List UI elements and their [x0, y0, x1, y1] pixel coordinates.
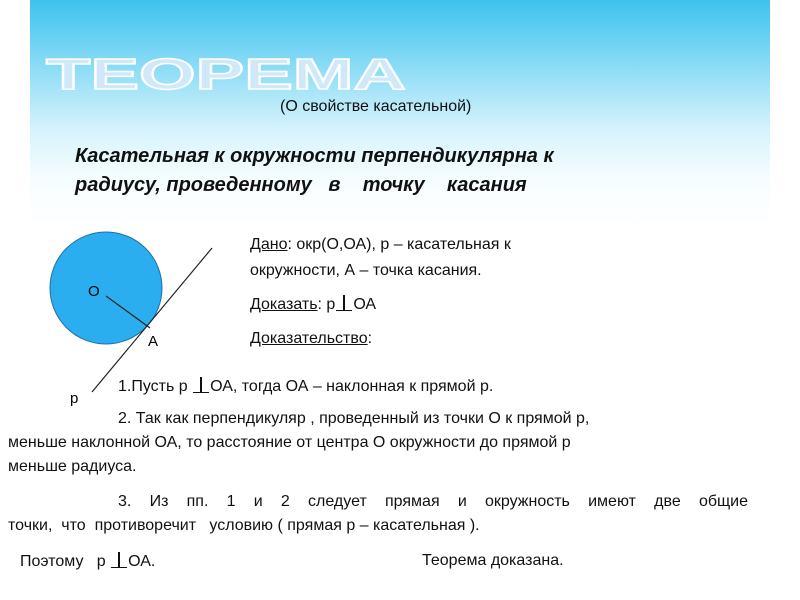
- conclusion-text-a: Поэтому р: [20, 553, 111, 570]
- proof-colon: :: [367, 330, 373, 347]
- step1-text-b: ОА, тогда ОА – наклонная к прямой р.: [210, 378, 494, 395]
- proof-step-1: [118, 377, 493, 396]
- step3-line-1: 3. Из пп. 1 и 2 следует прямая и окружность имеют две общие: [118, 493, 748, 510]
- proof-step-2: [8, 407, 748, 479]
- given-block: [250, 232, 511, 352]
- label-o: О: [88, 283, 100, 300]
- statement-line-1: Касательная к окружности перпендикулярна к: [75, 145, 554, 167]
- conclusion-text-b: ОА.: [128, 553, 156, 570]
- proof-label: Доказательство: [250, 330, 368, 347]
- label-a: А: [148, 333, 159, 350]
- theorem-statement: [75, 142, 554, 200]
- step3-line-2: точки, что противоречит условию ( прямая р – касательная ).: [8, 517, 480, 534]
- given-label: Дано: [250, 236, 288, 253]
- perpendicular-icon: [336, 295, 352, 311]
- prove-tail: ОА: [353, 296, 377, 313]
- prove-line: [250, 292, 511, 318]
- svg-text:ТЕОРЕМА: ТЕОРЕМА: [46, 50, 406, 99]
- statement-line-2: радиусу, проведенному в точку касания: [75, 174, 527, 196]
- proof-label-line: [250, 326, 511, 352]
- perpendicular-icon: [193, 377, 209, 393]
- circle: [50, 232, 162, 344]
- conclusion-line: [20, 552, 155, 571]
- step2-line-3: меньше радиуса.: [8, 458, 137, 475]
- theorem-proved: Теорема доказана.: [422, 552, 564, 569]
- prove-label: Доказать: [250, 296, 318, 313]
- theorem-subtitle: (О свойстве касательной): [280, 98, 472, 115]
- theorem-title: [40, 46, 412, 102]
- step2-line-2: меньше наклонной ОА, то расстояние от центра О окружности до прямой р: [8, 434, 571, 451]
- step1-text-a: 1.Пусть р: [118, 378, 193, 395]
- perpendicular-icon: [111, 552, 127, 568]
- step2-line-1: 2. Так как перпендикуляр , проведенный из точки О к прямой р,: [118, 410, 590, 427]
- prove-text: : р: [317, 296, 336, 313]
- proof-step-3: [8, 490, 748, 538]
- label-p: р: [70, 390, 79, 407]
- given-text: : окр(О,ОА), р – касательная к: [287, 236, 511, 253]
- given-line-1: [250, 232, 511, 258]
- given-line-2: окружности, А – точка касания.: [250, 262, 482, 279]
